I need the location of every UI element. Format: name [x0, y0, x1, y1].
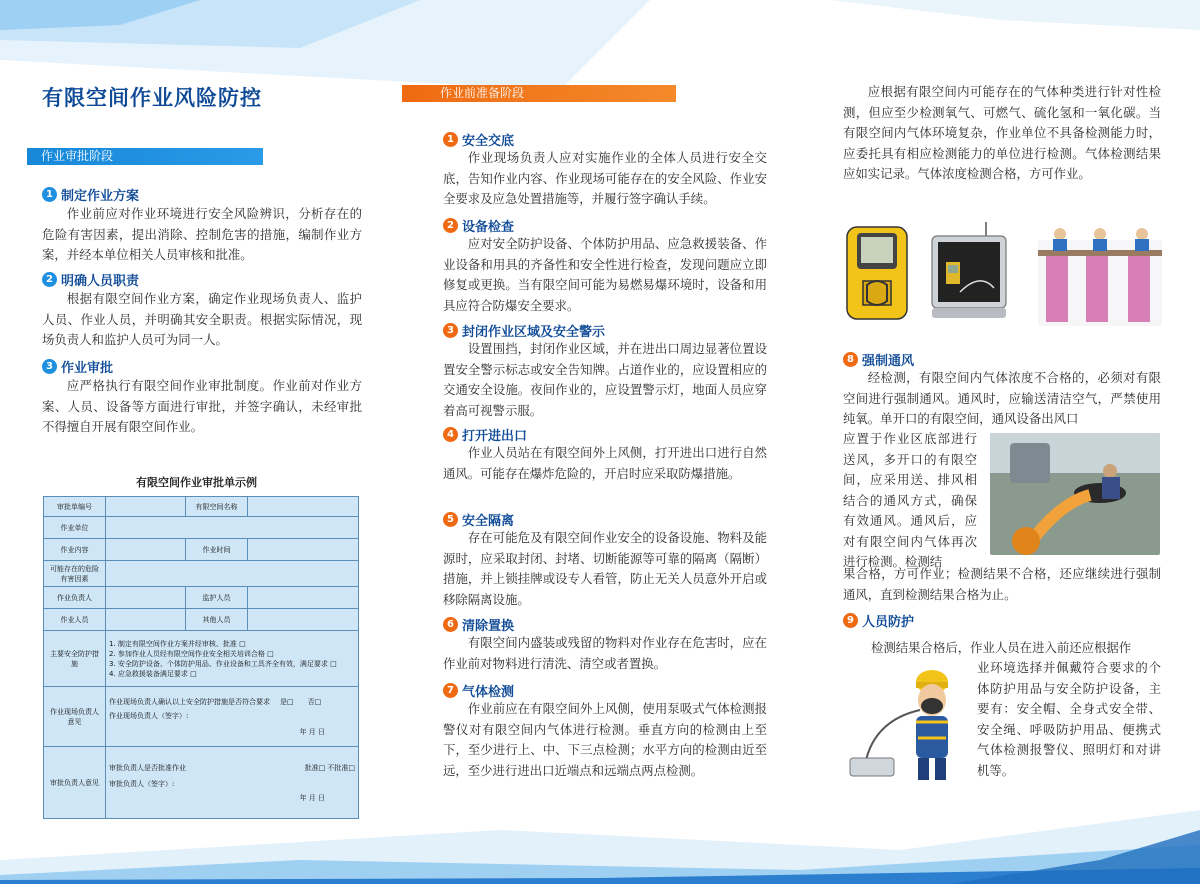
detector-case-image [930, 222, 1008, 322]
heading-approval-1 [42, 185, 139, 204]
paragraph-prep-5: 存在可能危及有限空间作业安全的设备设施、物料及能源时，应采取封闭、封堵、切断能源等可靠的隔离（隔断）措施，并上锁挂牌或设专人看管，防止无关人员意外开启或移除隔离设施。 [443, 530, 767, 607]
table-cell: 有限空间名称 [186, 497, 248, 517]
heading-approval-2 [42, 270, 139, 289]
paragraph-ventilation-2: 应置于作业区底部进行送风，多开口的有限空间，应采用送、排风相结合的通风方式，确保有效通风。通风后，应对有限空间内气体再次进行检测。检测结 [843, 431, 977, 569]
table-cell: 作业单位 [44, 517, 106, 539]
paragraph-approval-3: 应严格执行有限空间作业审批制度。作业前对作业方案、人员、设备等方面进行审批，并签字确认，未经审批不得擅自开展有限空间作业。 [42, 378, 362, 434]
number-badge: 7 [443, 683, 458, 698]
gas-testing-illustration [1038, 222, 1162, 326]
heading-text: 安全交底 [462, 134, 515, 149]
table-cell: 作业时间 [186, 539, 248, 561]
ventilation-photo [990, 433, 1160, 555]
table-cell [106, 631, 359, 687]
paragraph-gas-detection-cont: 应根据有限空间内可能存在的气体种类进行针对性检测，但应至少检测氧气、可燃气、硫化氢和一氧化碳。当有限空间内气体环境复杂，作业单位不具备检测能力时，应委托具有相应检测能力的单位进行检测。气体检测结果应如实记录。气体浓度检测合格，方可作业。 [843, 84, 1161, 181]
table-cell [248, 587, 359, 609]
table-cell: 监护人员 [186, 587, 248, 609]
checklist-item: 2. 参加作业人员经有限空间作业安全相关培训合格 □ [109, 649, 274, 658]
paragraph-prep-7: 作业前应在有限空间外上风侧，使用泵吸式气体检测报警仪对有限空间内气体进行检测。垂直方向的检测由上至下，至少进行上、中、下三点检测；水平方向的检测由近至远，至少进行进出口近端点和远端点两点检测。 [443, 701, 767, 778]
date-line: 年 月 日 [299, 793, 325, 802]
table-cell [248, 497, 359, 517]
table-cell [106, 609, 186, 631]
approve-line [109, 763, 355, 773]
section-title-preparation: 作业前准备阶段 [402, 85, 676, 102]
paragraph-approval-2: 根据有限空间作业方案，确定作业现场负责人、监护人员、作业人员，并明确其安全职责。根据实际情况，现场负责人和监护人员可为同一人。 [42, 291, 362, 347]
heading-text: 制定作业方案 [61, 189, 140, 204]
heading-text: 气体检测 [462, 685, 515, 700]
heading-prep-6 [443, 615, 514, 634]
table-cell [106, 561, 359, 587]
paragraph-prep-3: 设置围挡，封闭作业区域，并在进出口周边显著位置设置安全警示标志或安全告知牌。占道作业的，应设置相应的交通安全设施。夜间作业的，应设置警示灯，地面人员应穿着高可视警示服。 [443, 341, 767, 418]
table-cell [106, 747, 359, 819]
table-row [44, 609, 359, 631]
table-row [44, 631, 359, 687]
no-checkbox[interactable]: 否□ [307, 697, 322, 706]
table-cell [106, 497, 186, 517]
heading-text: 打开进出口 [462, 429, 528, 444]
confirm-question: 作业现场负责人确认以上安全防护措施是否符合要求 [109, 697, 270, 706]
table-row [44, 687, 359, 747]
number-badge: 2 [443, 218, 458, 233]
gas-detector-image [843, 225, 911, 321]
table-cell: 作业现场负责人意见 [44, 687, 106, 747]
number-badge: 1 [443, 132, 458, 147]
table-row [44, 539, 359, 561]
heading-text: 作业审批 [61, 361, 114, 376]
table-cell [106, 517, 359, 539]
table-cell: 其他人员 [186, 609, 248, 631]
checklist-item: 3. 安全防护设备、个体防护用品、作业设备和工具齐全有效，满足要求 □ [109, 659, 337, 668]
approve-question: 审批负责人是否批准作业 [109, 763, 186, 772]
reject-checkbox[interactable]: 不批准□ [327, 763, 355, 772]
paragraph-approval-1: 作业前应对作业环境进行安全风险辨识，分析存在的危险有害因素，提出消除、控制危害的措施，编制作业方案，并经本单位相关人员审核和批准。 [42, 206, 362, 262]
heading-text: 明确人员职责 [61, 274, 140, 289]
table-cell: 审批单编号 [44, 497, 106, 517]
table-cell: 作业人员 [44, 609, 106, 631]
table-row [44, 561, 359, 587]
number-badge: 1 [42, 187, 57, 202]
table-row [44, 747, 359, 819]
heading-approval-3 [42, 357, 113, 376]
table-row [44, 517, 359, 539]
paragraph-ventilation-1: 经检测，有限空间内气体浓度不合格的，必须对有限空间进行强制通风。通风时，应输送清洁空气，严禁使用纯氧。单开口的有限空间，通风设备出风口 [843, 370, 1161, 426]
confirm-line [109, 697, 355, 707]
page-title: 有限空间作业风险防控 [42, 86, 262, 110]
heading-prep-3 [443, 321, 605, 340]
header-decoration [0, 0, 1200, 90]
heading-text: 封闭作业区域及安全警示 [462, 325, 606, 340]
number-badge: 8 [843, 352, 858, 367]
protected-worker-illustration [846, 660, 970, 786]
paragraph-prep-2: 应对安全防护设备、个体防护用品、应急救援装备、作业设备和用具的齐备性和安全性进行检查，发现问题应立即修复或更换。当有限空间可能为易燃易爆环境时，设备和用具应符合防爆安全要求。 [443, 236, 767, 313]
heading-prep-5 [443, 510, 514, 529]
heading-text: 清除置换 [462, 619, 515, 634]
table-title: 有限空间作业审批单示例 [136, 476, 257, 489]
number-badge: 3 [443, 323, 458, 338]
checklist-item: 4. 应急救援装备满足要求 □ [109, 669, 197, 678]
number-badge: 6 [443, 617, 458, 632]
number-badge: 9 [843, 613, 858, 628]
number-badge: 3 [42, 359, 57, 374]
heading-text: 强制通风 [862, 354, 915, 369]
paragraph-protection-1: 检测结果合格后，作业人员在进入前还应根据作 [871, 640, 1132, 655]
table-cell [248, 609, 359, 631]
table-cell: 可能存在的危险有害因素 [44, 561, 106, 587]
number-badge: 2 [42, 272, 57, 287]
heading-protection [843, 611, 914, 630]
paragraph-prep-6: 有限空间内盛装或残留的物料对作业存在危害时，应在作业前对物料进行清洗、清空或者置换。 [443, 635, 767, 671]
heading-prep-2 [443, 216, 514, 235]
section-title-approval: 作业审批阶段 [27, 148, 263, 165]
paragraph-prep-4: 作业人员站在有限空间外上风侧，打开进出口进行自然通风。可能存在爆炸危险的，开启时应采取防爆措施。 [443, 445, 767, 481]
table-cell [106, 687, 359, 747]
table-cell: 主要安全防护措施 [44, 631, 106, 687]
approval-form-table [43, 496, 359, 819]
signature-line: 审批负责人（签字）: [109, 779, 175, 788]
heading-text: 安全隔离 [462, 514, 515, 529]
paragraph-ventilation-3: 果合格，方可作业；检测结果不合格，还应继续进行强制通风，直到检测结果合格为止。 [843, 566, 1161, 602]
approve-checkbox[interactable]: 批准□ [304, 763, 326, 772]
number-badge: 5 [443, 512, 458, 527]
date-line: 年 月 日 [299, 727, 325, 736]
heading-prep-4 [443, 425, 527, 444]
heading-prep-7 [443, 681, 514, 700]
checklist-item: 1. 制定有限空间作业方案并经审核、批准 □ [109, 639, 246, 648]
heading-ventilation [843, 350, 914, 369]
table-cell [248, 539, 359, 561]
heading-text: 人员防护 [862, 615, 915, 630]
paragraph-prep-1: 作业现场负责人应对实施作业的全体人员进行安全交底，告知作业内容、作业现场可能存在的安全风险、作业安全要求及应急处置措施等，并履行签字确认手续。 [443, 150, 767, 206]
table-cell [106, 587, 186, 609]
paragraph-protection-2: 业环境选择并佩戴符合要求的个体防护用品与安全防护设备，主要有：安全帽、全身式安全带、安全绳、呼吸防护用品、便携式气体检测报警仪、照明灯和对讲机等。 [977, 660, 1161, 778]
table-cell [106, 539, 186, 561]
table-cell: 审批负责人意见 [44, 747, 106, 819]
table-cell: 作业负责人 [44, 587, 106, 609]
yes-checkbox[interactable]: 是□ [280, 697, 294, 706]
table-row [44, 497, 359, 517]
number-badge: 4 [443, 427, 458, 442]
table-row [44, 587, 359, 609]
heading-text: 设备检查 [462, 220, 515, 235]
table-cell: 作业内容 [44, 539, 106, 561]
heading-prep-1 [443, 130, 514, 149]
signature-line: 作业现场负责人（签字）: [109, 711, 189, 720]
